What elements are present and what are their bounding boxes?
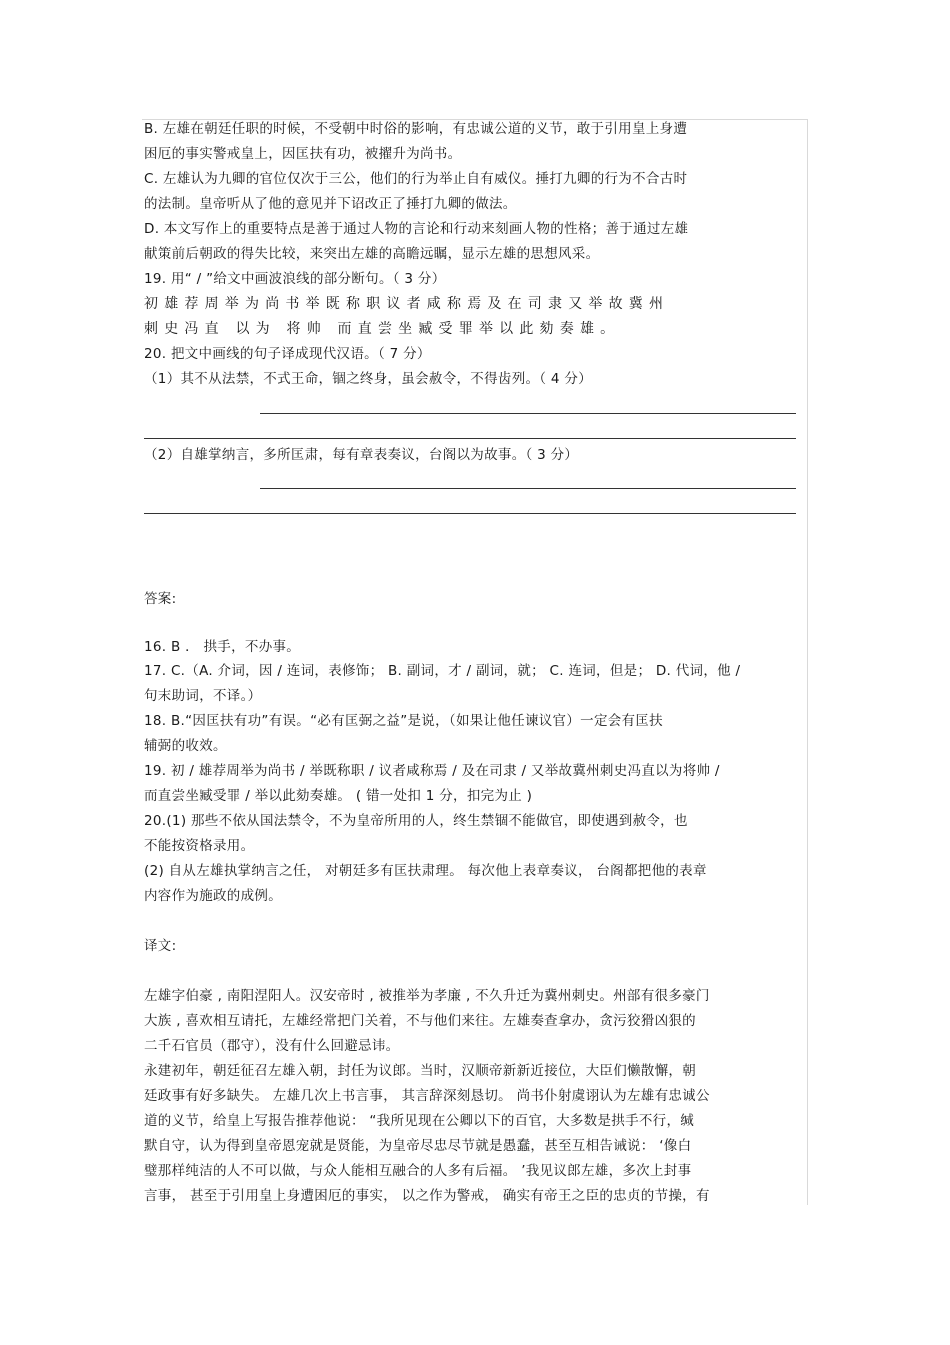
option-d-line-2: 献策前后朝政的得失比较，来突出左雄的高瞻远瞩，显示左雄的思想风采。 [144,246,600,262]
question-20-part-2: （2）自雄掌纳言，多所匡肃，每有章表奏议，台阁以为故事。（ 3 分） [144,447,579,463]
answer-18-line-1: 18. B.“因匡扶有功”有误。“必有匡弼之益”是说，（如果让他任谏议官）一定会有匡扶 [144,713,663,729]
translation-line-4: 永建初年，朝廷征召左雄入朝，封任为议郎。当时，汉顺帝新新近接位，大臣们懒散懈，朝 [144,1063,696,1079]
answer-line [260,488,796,489]
translation-line-1: 左雄字伯豪 , 南阳涅阳人。汉安帝时 , 被推举为孝廉 , 不久升迁为冀州刺史。州部有很多豪门 [144,988,710,1004]
answer-20-2-line-1: (2) 自从左雄执掌纳言之任， 对朝廷多有匡扶肃理。 每次他上表章奏议， 台阁都把他的表章 [144,863,707,879]
answer-line [144,513,796,514]
page-frame-right-border [807,119,808,1205]
question-20: 20. 把文中画线的句子译成现代汉语。（ 7 分） [144,346,431,362]
option-c-line-2: 的法制。皇帝听从了他的意见并下诏改正了捶打九卿的做法。 [144,196,517,212]
question-19-text-line-1: 初雄荐周举为尚书举既称职议者咸称焉及在司隶又举故冀州 [144,296,670,312]
question-20-part-1: （1）其不从法禁，不式王命，锢之终身，虽会赦令，不得齿列。（ 4 分） [144,371,593,387]
answer-19-line-2: 而直尝坐臧受罪 / 举以此劾奏雄。 ( 错一处扣 1 分，扣完为止 ) [144,788,533,804]
answer-20-2-line-2: 内容作为施政的成例。 [144,888,282,904]
answer-19-line-1: 19. 初 / 雄荐周举为尚书 / 举既称职 / 议者咸称焉 / 及在司隶 / 又举故冀州刺史冯直以为将帅 / [144,763,720,779]
translation-line-6: 道的义节，给皇上写报告推荐他说： “我所见现在公卿以下的百官，大多数是拱手不行，缄 [144,1113,695,1129]
answer-17-line-1: 17. C.（A. 介词，因 / 连词，表修饰； B. 副词，才 / 副词，就； C. 连词，但是； D. 代词，他 / [144,663,741,679]
option-b-line-1: B. 左雄在朝廷任职的时候，不受朝中时俗的影响，有忠诚公道的义节，敢于引用皇上身遭 [144,121,688,137]
translation-line-9: 言事， 甚至于引用皇上身遭困厄的事实， 以之作为警戒， 确实有帝王之臣的忠贞的节操，有 [144,1188,710,1204]
question-19: 19. 用“ / ”给文中画波浪线的部分断句。（ 3 分） [144,271,446,287]
option-b-line-2: 困厄的事实警戒皇上，因匡扶有功，被擢升为尚书。 [144,146,462,162]
translation-line-7: 默自守，认为得到皇帝恩宠就是贤能，为皇帝尽忠尽节就是愚蠢，甚至互相告诫说： ‘像白 [144,1138,692,1154]
option-c-line-1: C. 左雄认为九卿的官位仅次于三公，他们的行为举止自有威仪。捶打九卿的行为不合古时 [144,171,688,187]
translation-line-8: 璧那样纯洁的人不可以做，与众人能相互融合的人多有后福。 ’我见议郎左雄，多次上封事 [144,1163,692,1179]
answer-17-line-2: 句末助词，不译。） [144,688,262,704]
question-19-text-line-2: 刺史冯直 以为 将帅 而直尝坐臧受罪举以此劾奏雄。 [144,321,621,337]
answers-heading: 答案: [144,591,177,607]
answer-16: 16. B ． 拱手，不办事。 [144,639,301,655]
translation-line-5: 廷政事有好多缺失。 左雄几次上书言事， 其言辞深刻恳切。 尚书仆射虞诩认为左雄有忠诚公 [144,1088,710,1104]
answer-line [144,438,796,439]
translation-line-2: 大族 , 喜欢相互请托，左雄经常把门关着，不与他们来往。左雄奏查拿办，贪污狡猾凶狠的 [144,1013,696,1029]
option-d-line-1: D. 本文写作上的重要特点是善于通过人物的言论和行动来刻画人物的性格；善于通过左雄 [144,221,689,237]
answer-20-1-line-1: 20.(1) 那些不依从国法禁令，不为皇帝所用的人，终生禁锢不能做官，即使遇到赦令，也 [144,813,688,829]
translation-line-3: 二千石官员（郡守），没有什么回避忌讳。 [144,1038,400,1054]
translation-heading: 译文: [144,938,177,954]
answer-line [260,413,796,414]
answer-20-1-line-2: 不能按资格录用。 [144,838,255,854]
answer-18-line-2: 辅弼的收效。 [144,738,227,754]
